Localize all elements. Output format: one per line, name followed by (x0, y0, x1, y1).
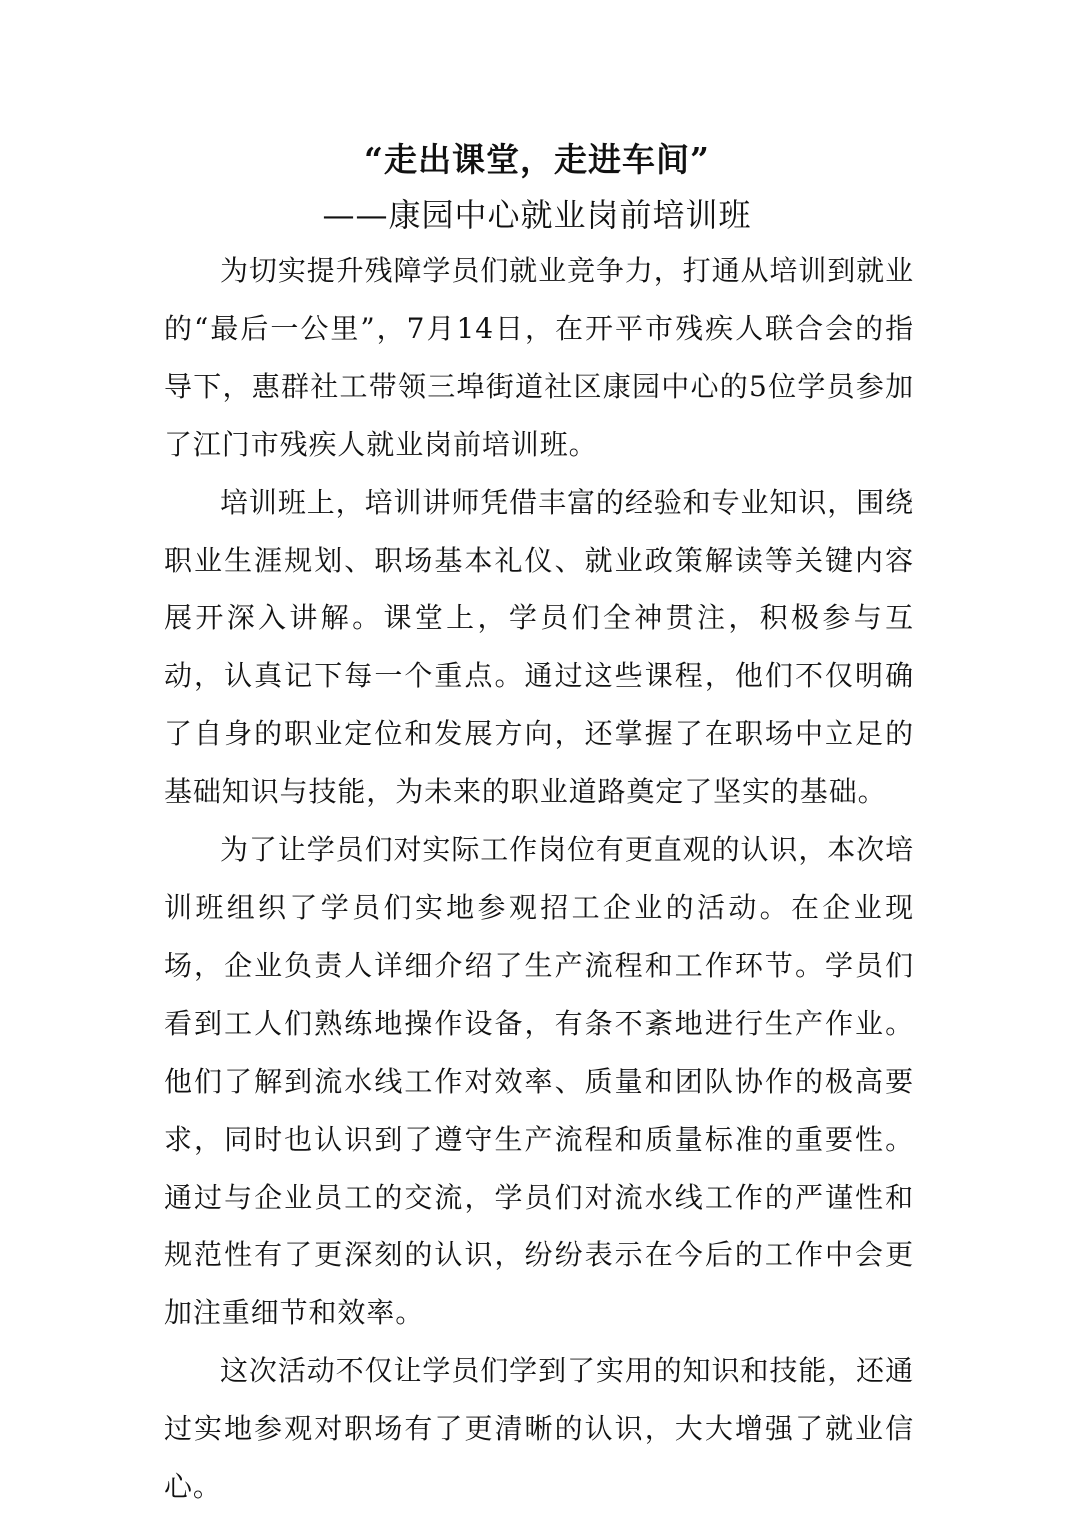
document-body (164, 242, 914, 1516)
document-title: “走出课堂，走进车间” (364, 140, 710, 179)
paragraph-3: 为了让学员们对实际工作岗位有更直观的认识，本次培训班组织了学员们实地参观招工企业的活动。在企业现场，企业负责人详细介绍了生产流程和工作环节。学员们看到工人们熟练地操作设备，有条不紊地进行生产作业。他们了解到流水线工作对效率、质量和团队协作的极高要求，同时也认识到了遵守生产流程和质量标准的重要性。通过与企业员工的交流，学员们对流水线工作的严谨性和规范性有了更深刻的认识，纷纷表示在今后的工作中会更加注重细节和效率。 (164, 833, 914, 1330)
paragraph-1: 为切实提升残障学员们就业竞争力，打通从培训到就业的“最后一公里”，7月14日，在开平市残疾人联合会的指导下，惠群社工带领三埠街道社区康园中心的5位学员参加了江门市残疾人就业岗前培训班。 (164, 254, 914, 461)
paragraph-4: 这次活动不仅让学员们学到了实用的知识和技能，还通过实地参观对职场有了更清晰的认识，大大增强了就业信心。 (164, 1354, 914, 1504)
paragraph-2: 培训班上，培训讲师凭借丰富的经验和专业知识，围绕职业生涯规划、职场基本礼仪、就业政策解读等关键内容展开深入讲解。课堂上，学员们全神贯注，积极参与互动，认真记下每一个重点。通过这些课程，他们不仅明确了自身的职业定位和发展方向，还掌握了在职场中立足的基础知识与技能，为未来的职业道路奠定了坚实的基础。 (164, 485, 914, 809)
document-subtitle: ——康园中心就业岗前培训班 (322, 196, 752, 234)
